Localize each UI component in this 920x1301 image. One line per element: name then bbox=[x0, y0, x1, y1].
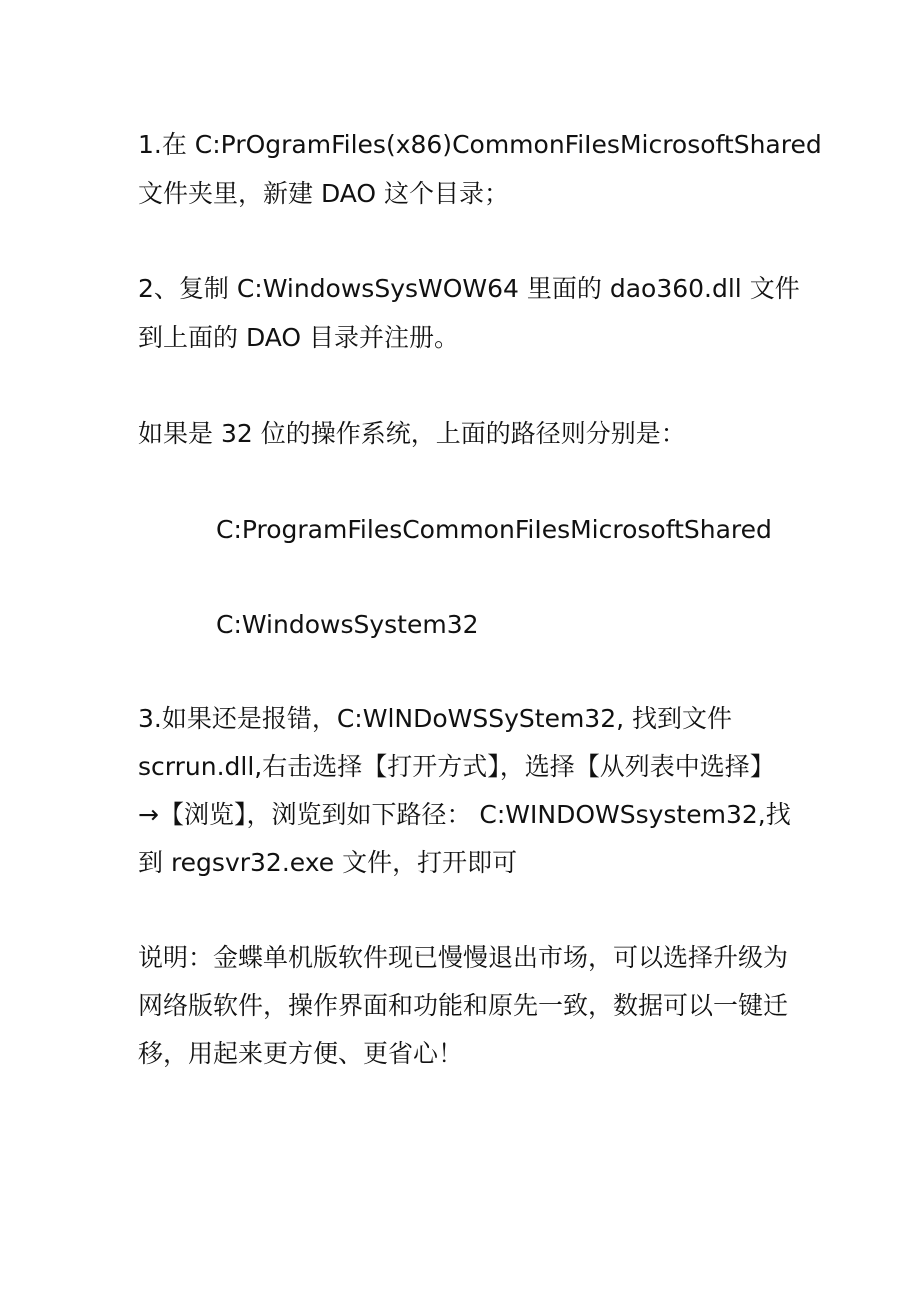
step-3-line-2: scrrun.dll,右击选择【打开方式】，选择【从列表中选择】 bbox=[138, 752, 775, 781]
step-3-line-3: →【浏览】，浏览到如下路径： C:WINDOWSsystem32,找 bbox=[138, 800, 791, 829]
explanation-line-2: 网络版软件，操作界面和功能和原先一致，数据可以一键迁 bbox=[138, 991, 789, 1020]
path-system32-line: C:WindowsSystem32 bbox=[216, 610, 479, 639]
step-1-line-1: 1.在 C:PrOgramFiles(x86)CommonFiIesMicrosoftShared bbox=[138, 130, 822, 159]
path-program-files-line: C:ProgramFilesCommonFiIesMicrosoftShared bbox=[216, 515, 772, 544]
step-2-line-1: 2、复制 C:WindowsSysWOW64 里面的 dao360.dll 文件 bbox=[138, 274, 800, 303]
step-3-line-1: 3.如果还是报错，C:WlNDoWSSyStem32, 找到文件 bbox=[138, 704, 733, 733]
step-2-line-2: 到上面的 DAO 目录并注册。 bbox=[138, 323, 460, 352]
explanation-line-1: 说明：金蝶单机版软件现已慢慢退出市场，可以选择升级为 bbox=[138, 943, 789, 972]
note-32bit-line: 如果是 32 位的操作系统，上面的路径则分别是： bbox=[138, 419, 686, 448]
step-1-line-2: 文件夹里，新建 DAO 这个目录； bbox=[138, 179, 510, 208]
explanation-line-3: 移，用起来更方便、更省心！ bbox=[138, 1039, 464, 1068]
step-3-line-4: 到 regsvr32.exe 文件，打开即可 bbox=[138, 848, 518, 877]
